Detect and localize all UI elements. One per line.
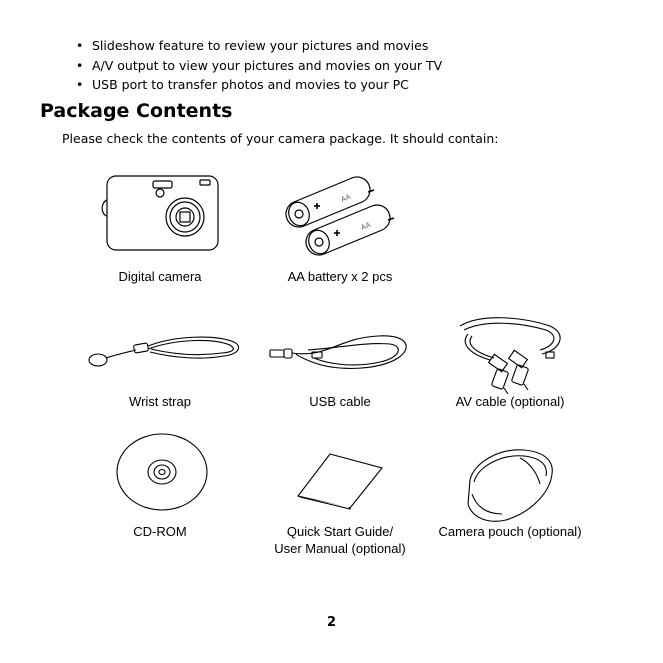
aa-battery-icon <box>282 170 402 252</box>
feature-text: A/V output to view your pictures and movies on your TV <box>92 57 443 73</box>
intro-text: Please check the contents of your camera package. It should contain: <box>62 131 499 146</box>
feature-item <box>76 56 442 76</box>
caption-cd-rom: CD-ROM <box>133 524 187 539</box>
bullet-glyph: • <box>76 77 84 92</box>
caption-camera-pouch: Camera pouch (optional) <box>438 524 582 539</box>
camera-pouch-icon <box>460 444 560 526</box>
caption-av-cable: AV cable (optional) <box>455 394 565 409</box>
caption-aa-battery: AA battery x 2 pcs <box>287 269 393 284</box>
caption-line: User Manual (optional) <box>274 541 406 556</box>
page-number: 2 <box>326 615 337 630</box>
usb-cable-icon <box>268 328 418 378</box>
battery-label: AA <box>339 192 352 204</box>
caption-line: Quick Start Guide/ <box>286 524 394 539</box>
av-cable-icon <box>450 314 570 396</box>
feature-text: Slideshow feature to review your pictures and movies <box>92 38 429 53</box>
feature-item <box>76 36 442 56</box>
caption-digital-camera: Digital camera <box>118 269 202 284</box>
caption-wrist-strap: Wrist strap <box>129 394 191 409</box>
bullet-glyph: • <box>76 38 84 53</box>
cd-rom-icon <box>114 432 210 512</box>
wrist-strap-icon <box>84 330 244 376</box>
feature-item <box>76 75 442 95</box>
section-title: Package Contents <box>40 100 233 122</box>
caption-usb-cable: USB cable <box>309 394 371 409</box>
feature-text: USB port to transfer photos and movies to your PC <box>92 77 409 92</box>
bullet-glyph: • <box>76 57 84 73</box>
feature-list <box>76 36 442 95</box>
caption-quick-start-guide <box>260 523 420 557</box>
battery-label: AA <box>359 220 372 232</box>
digital-camera-icon <box>98 172 222 254</box>
quick-start-guide-icon <box>294 452 386 510</box>
